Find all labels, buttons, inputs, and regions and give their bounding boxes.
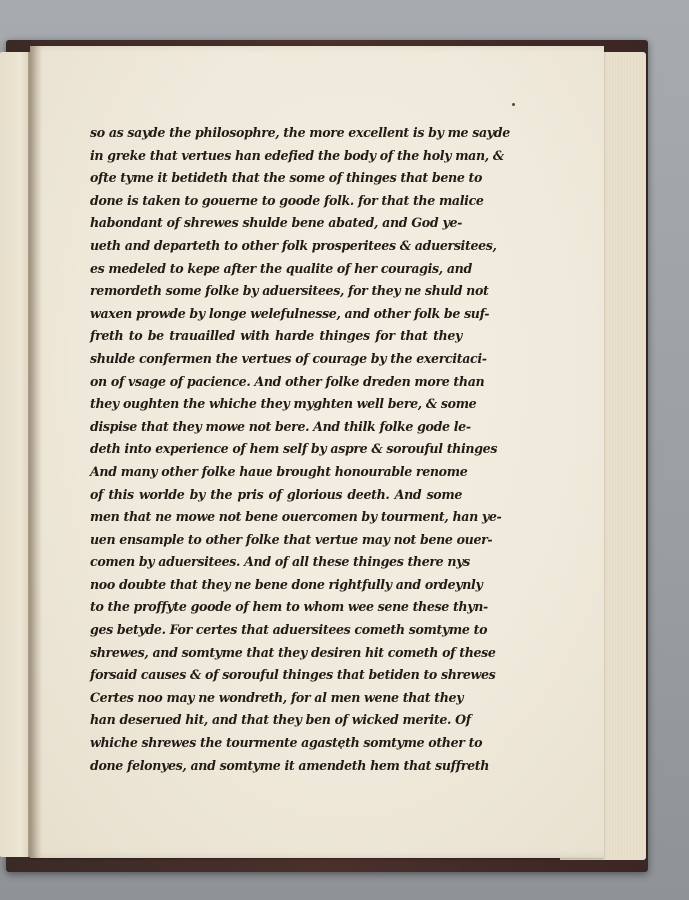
text-line: shulde confermen the vertues of courage by the exercitaci- bbox=[90, 350, 487, 366]
text-line: forsaid causes & of sorouful thinges that betiden to shrewes bbox=[90, 667, 496, 683]
text-line: ges betyde. For certes that aduersitees cometh somtyme to bbox=[90, 622, 488, 638]
text-line: remordeth some folke by aduersitees, for they ne shuld not bbox=[90, 283, 489, 299]
blackletter-text-block bbox=[90, 122, 510, 777]
text-line: done is taken to gouerne to goode folk. for that the malice bbox=[90, 192, 484, 208]
text-line: es medeled to kepe after the qualite of her couragis, and bbox=[90, 260, 472, 276]
text-line: of this worlde by the pris of glorious deeth. And some bbox=[90, 486, 462, 502]
page-speck bbox=[512, 103, 515, 106]
text-line: comen by aduersitees. And of all these thinges there nys bbox=[90, 554, 470, 570]
text-line: whiche shrewes the tourmente agasteth somtyme other to bbox=[90, 735, 483, 751]
text-line: deth into experience of hem self by aspre & sorouful thinges bbox=[90, 441, 498, 457]
text-line: Certes noo may ne wondreth, for al men wene that they bbox=[90, 689, 464, 705]
gutter-shadow bbox=[28, 46, 42, 858]
text-line: And many other folke haue brought honourable renome bbox=[90, 463, 468, 479]
text-line: uen ensample to other folke that vertue may not bene ouer- bbox=[90, 531, 493, 547]
text-line: on of vsage of pacience. And other folke dreden more than bbox=[90, 373, 485, 389]
text-line: shrewes, and somtyme that they desiren hit cometh of these bbox=[90, 644, 496, 660]
text-line: noo doubte that they ne bene done rightfully and ordeynly bbox=[90, 576, 483, 592]
text-line: they oughten the whiche they myghten well bere, & some bbox=[90, 396, 477, 412]
text-line: done felonyes, and somtyme it amendeth hem that suffreth bbox=[90, 757, 490, 773]
text-line: ofte tyme it betideth that the some of thinges that bene to bbox=[90, 170, 483, 186]
text-line: ueth and departeth to other folk prosperitees & aduersitees, bbox=[90, 237, 497, 253]
text-line: in greke that vertues han edefied the body of the holy man, & bbox=[90, 147, 504, 163]
text-line: dispise that they mowe not bere. And thilk folke gode le- bbox=[90, 418, 471, 434]
text-line: habondant of shrewes shulde bene abated, and God ye- bbox=[90, 215, 462, 231]
text-line: to the proffyte goode of hem to whom wee sene these thyn- bbox=[90, 599, 488, 615]
text-line: freth to be trauailled with harde thinges for that they bbox=[90, 328, 462, 344]
text-line: han deserued hit, and that they ben of wicked merite. Of bbox=[90, 712, 471, 728]
text-line: men that ne mowe not bene ouercomen by tourment, han ye- bbox=[90, 509, 502, 525]
text-line: so as sayde the philosophre, the more excellent is by me sayde bbox=[90, 125, 510, 140]
text-line: waxen prowde by longe welefulnesse, and other folk be suf- bbox=[90, 305, 490, 321]
